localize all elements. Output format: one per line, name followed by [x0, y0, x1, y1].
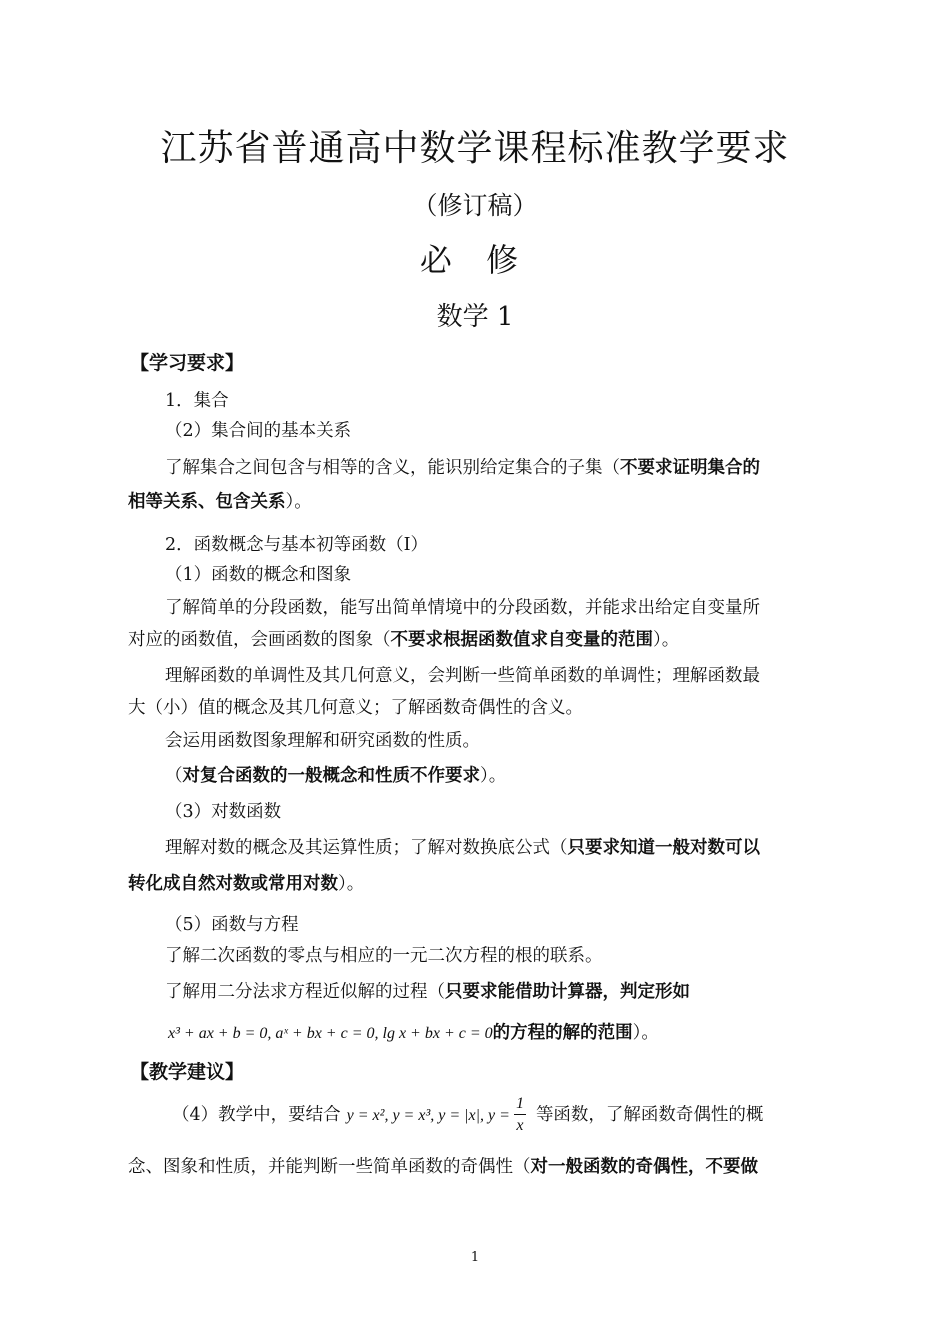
emphasis-text: 相等关系、包含关系 — [128, 492, 286, 512]
text-run: 对应的函数值，会画函数的图象（ — [128, 630, 391, 650]
text-run: 等函数，了解函数奇偶性的概 — [535, 1105, 764, 1125]
paragraph-line — [172, 1094, 763, 1137]
paragraph-line: 了解二次函数的零点与相应的一元二次方程的根的联系。 — [165, 946, 603, 966]
emphasis-text: 不要求根据函数值求自变量的范围 — [390, 630, 653, 650]
emphasis-text: 不要求证明集合的 — [620, 458, 760, 478]
document-subtitle: （修订稿） — [412, 191, 538, 220]
paragraph-line — [128, 628, 679, 652]
page-number: 1 — [470, 1250, 480, 1265]
paragraph-line — [165, 980, 690, 1004]
item-2-3-heading: （3）对数函数 — [165, 802, 282, 822]
text-run: （4）教学中，要结合 — [172, 1105, 341, 1125]
item-1-2-heading: （2）集合间的基本关系 — [165, 421, 352, 441]
emphasis-text: 只要求能借助计算器，判定形如 — [445, 982, 690, 1002]
category-heading: 必 修 — [419, 241, 531, 279]
fraction-one-over-x — [514, 1094, 526, 1137]
text-run: 念、图象和性质，并能判断一些简单函数的奇偶性（ — [128, 1157, 531, 1177]
text-run: ）。 — [632, 1023, 659, 1043]
item-2-heading: 2．函数概念与基本初等函数（Ⅰ） — [165, 535, 429, 555]
paragraph-line — [128, 872, 364, 896]
paragraph-line — [128, 1155, 758, 1179]
section-learning: 【学习要求】 — [130, 352, 245, 374]
function-list-formula: y = x², y = x³, y = |x|, y = — [346, 1107, 510, 1124]
paragraph-line — [165, 456, 760, 480]
emphasis-text: 的方程的解的范围 — [492, 1023, 633, 1043]
text-run: ）。 — [480, 766, 507, 786]
paragraph-line: 会运用函数图象理解和研究函数的性质。 — [165, 731, 480, 751]
text-run: ）。 — [285, 492, 312, 512]
paragraph-line — [168, 1021, 659, 1046]
text-run: ）。 — [653, 630, 680, 650]
text-run: 了解用二分法求方程近似解的过程（ — [165, 982, 445, 1002]
fraction-denominator: x — [516, 1117, 524, 1134]
section-teaching: 【教学建议】 — [130, 1061, 245, 1083]
module-heading: 数学 1 — [436, 302, 514, 332]
text-run: 了解集合之间包含与相等的含义，能识别给定集合的子集（ — [165, 458, 620, 478]
emphasis-text: 对复合函数的一般概念和性质不作要求 — [182, 766, 480, 786]
text-run: （ — [165, 766, 183, 786]
paragraph-line: 大（小）值的概念及其几何意义；了解函数奇偶性的含义。 — [128, 698, 583, 718]
emphasis-text: 只要求知道一般对数可以 — [567, 838, 760, 858]
emphasis-text: 对一般函数的奇偶性，不要做 — [530, 1157, 758, 1177]
item-2-1-heading: （1）函数的概念和图象 — [165, 565, 352, 585]
item-2-5-heading: （5）函数与方程 — [165, 915, 299, 935]
text-run: ）。 — [338, 874, 365, 894]
paragraph-line — [128, 490, 312, 514]
paragraph-line — [165, 764, 506, 788]
emphasis-text: 转化成自然对数或常用对数 — [128, 874, 338, 894]
item-1-heading: 1．集合 — [165, 391, 229, 411]
paragraph-line: 了解简单的分段函数，能写出简单情境中的分段函数，并能求出给定自变量所 — [165, 598, 760, 618]
equation-formula: x³ + ax + b = 0, aˣ + bx + c = 0, lg x + bx + c = 0 — [168, 1025, 493, 1042]
paragraph-line: 理解函数的单调性及其几何意义，会判断一些简单函数的单调性；理解函数最 — [165, 666, 760, 686]
fraction-numerator: 1 — [514, 1094, 526, 1115]
text-run: 理解对数的概念及其运算性质；了解对数换底公式（ — [165, 838, 568, 858]
paragraph-line — [165, 836, 760, 860]
document-title: 江苏省普通高中数学课程标准教学要求 — [160, 128, 790, 169]
